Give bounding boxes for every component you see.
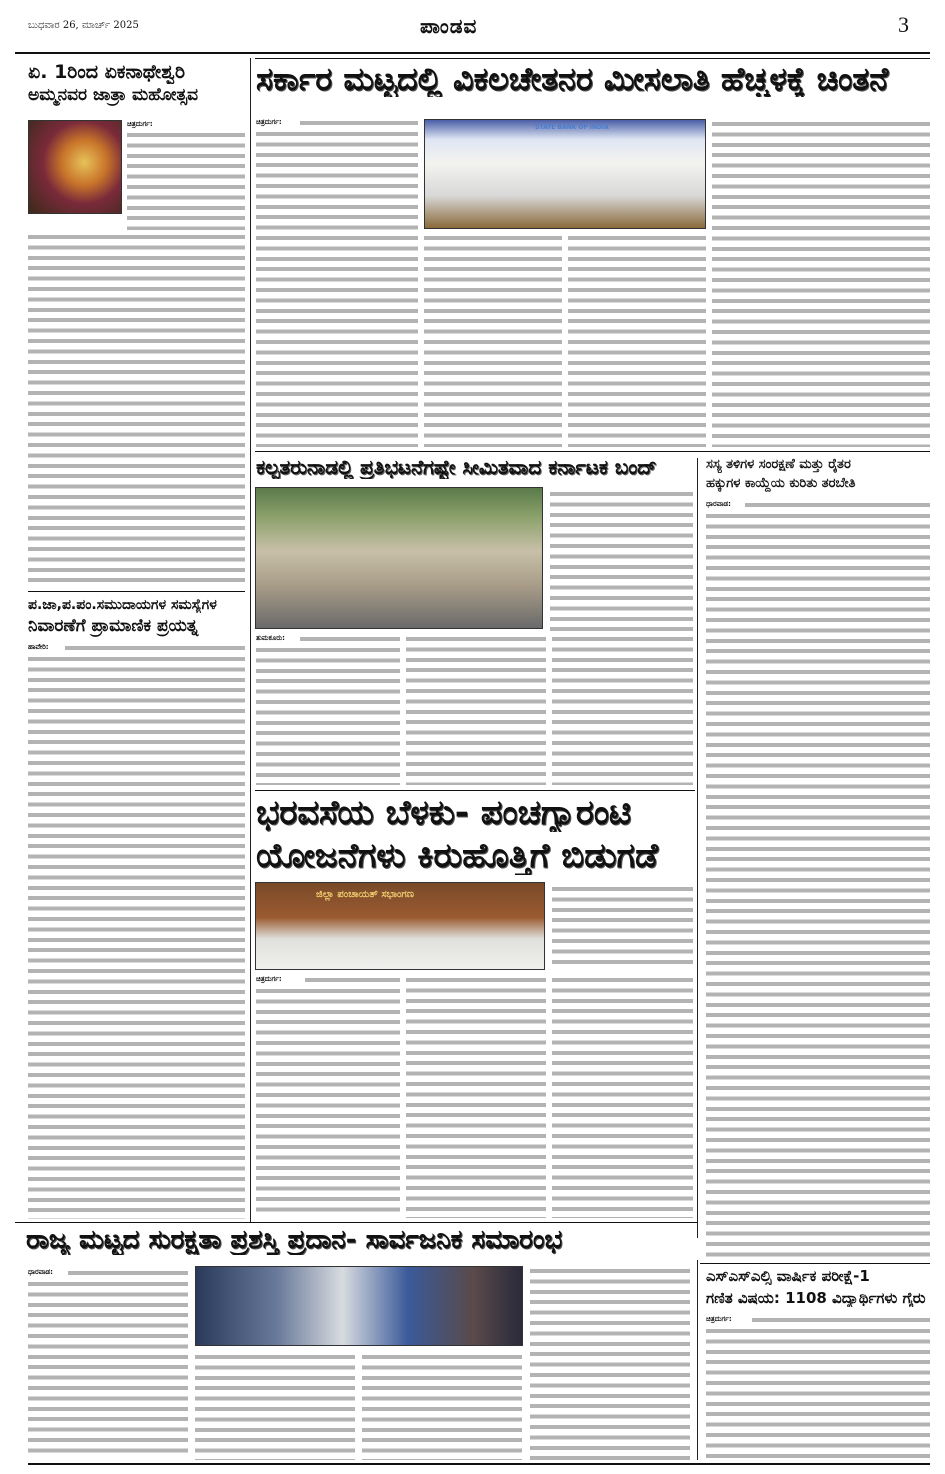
body-text — [65, 643, 245, 653]
body-text — [530, 1266, 690, 1460]
body-text — [706, 511, 930, 1261]
body-text — [28, 654, 245, 1219]
headline: ಭರವಸೆಯ ಬೆಳಕು- ಪಂಚಗ್ಯಾರಂಟಿ — [256, 795, 632, 833]
body-text — [305, 975, 400, 985]
headline: ಹಕ್ಕುಗಳ ಕಾಯ್ದೆಯ ಕುರಿತು ತರಬೇತಿ — [706, 477, 856, 491]
body-text — [28, 232, 245, 587]
article-divider — [15, 1222, 697, 1223]
masthead: ಪಾಂಡವ — [420, 14, 478, 38]
article-divider — [700, 1263, 930, 1264]
body-text — [552, 975, 693, 1218]
article-photo — [28, 120, 122, 214]
body-text — [552, 634, 693, 785]
headline: ಎಸ್ಎಸ್ಎಲ್ಸಿ ವಾರ್ಷಿಕ ಪರೀಕ್ಷೆ-1 — [706, 1268, 870, 1285]
dateline: ಧಾರವಾಡ: — [28, 1268, 53, 1276]
article-divider — [28, 591, 245, 592]
body-text — [424, 233, 562, 447]
page-number: 3 — [898, 12, 909, 37]
body-text — [552, 884, 693, 970]
body-text — [127, 130, 245, 230]
headline: ಪ.ಜಾ,ಪ.ಪಂ.ಸಮುದಾಯಗಳ ಸಮಸ್ಯೆಗಳ — [28, 597, 217, 613]
header-rule — [15, 52, 930, 54]
dateline: ಚಿತ್ರದುರ್ಗ: — [706, 1315, 732, 1323]
body-text — [362, 1352, 522, 1460]
footer-rule — [28, 1463, 930, 1465]
headline: ರಾಜ್ಯ ಮಟ್ಟದ ಸುರಕ್ಷತಾ ಪ್ರಶಸ್ತಿ ಪ್ರದಾನ- ಸಾರ್ವಜನಿಕ ಸಮಾರಂಭ — [26, 1226, 563, 1255]
body-text — [195, 1352, 355, 1460]
body-text — [300, 118, 418, 128]
body-text — [550, 489, 693, 631]
article-photo — [255, 882, 545, 970]
body-text — [28, 1279, 188, 1459]
headline: ಗಣಿತ ವಿಷಯ: 1108 ವಿದ್ಯಾರ್ಥಿಗಳು ಗೈರು — [706, 1290, 926, 1307]
dateline: ಧಾರವಾಡ: — [706, 500, 731, 508]
photo-banner-text: ಜಿಲ್ಲಾ ಪಂಚಾಯತ್ ಸಭಾಂಗಣ — [316, 889, 414, 900]
dateline: ಹಾವೇರಿ: — [28, 643, 49, 651]
body-text — [406, 634, 546, 785]
dateline: ತುಮಕೂರು: — [256, 634, 285, 642]
article-photo — [424, 119, 706, 229]
issue-date: ಬುಧವಾರ 26, ಮಾರ್ಚ್ 2025 — [28, 20, 139, 31]
column-divider — [697, 1260, 698, 1460]
headline: ನಿವಾರಣೆಗೆ ಪ್ರಾಮಾಣಿಕ ಪ್ರಯತ್ನ — [28, 617, 199, 636]
body-text — [68, 1268, 188, 1278]
body-text — [256, 645, 400, 785]
dateline: ಚಿತ್ರದುರ್ಗ: — [256, 975, 282, 983]
headline: ಸರ್ಕಾರ ಮಟ್ಟದಲ್ಲಿ ವಿಕಲಚೇತನರ ಮೀಸಲಾತಿ ಹೆಚ್ಚಳಕ್ಕೆ ಚಿಂತನೆ — [256, 62, 889, 98]
dateline: ಚಿತ್ರದುರ್ಗ: — [256, 118, 282, 126]
body-text — [300, 634, 400, 644]
body-text — [706, 1326, 930, 1460]
body-text — [256, 129, 418, 447]
headline: ಏ. 1ರಿಂದ ಏಕನಾಥೇಶ್ವರಿ — [28, 62, 186, 83]
headline: ಅಮ್ಮನವರ ಜಾತ್ರಾ ಮಹೋತ್ಸವ — [28, 86, 198, 105]
article-photo — [255, 487, 543, 629]
headline: ಯೋಜನೆಗಳು ಕಿರುಹೊತ್ತಿಗೆ ಬಿಡುಗಡೆ — [256, 838, 658, 876]
column-divider — [697, 458, 698, 1238]
article-photo — [195, 1266, 523, 1346]
body-text — [256, 986, 400, 1218]
headline: ಕಲ್ಪತರುನಾಡಲ್ಲಿ ಪ್ರತಿಭಟನೆಗಷ್ಟೇ ಸೀಮಿತವಾದ ಕರ್ನಾಟಕ ಬಂದ್ — [256, 456, 657, 479]
body-text — [406, 975, 546, 1218]
dateline: ಚಿತ್ರದುರ್ಗ: — [127, 120, 153, 128]
body-text — [745, 500, 930, 510]
photo-banner-text: STATE BANK OF INDIA — [535, 124, 609, 131]
body-text — [712, 119, 930, 447]
headline: ಸಸ್ಯ ತಳಿಗಳ ಸಂರಕ್ಷಣೆ ಮತ್ತು ರೈತರ — [706, 458, 851, 472]
column-divider — [250, 58, 251, 1223]
body-text — [568, 233, 706, 447]
article-divider — [255, 790, 695, 791]
body-text — [752, 1315, 930, 1325]
article-divider — [255, 58, 930, 59]
article-divider — [255, 451, 930, 452]
